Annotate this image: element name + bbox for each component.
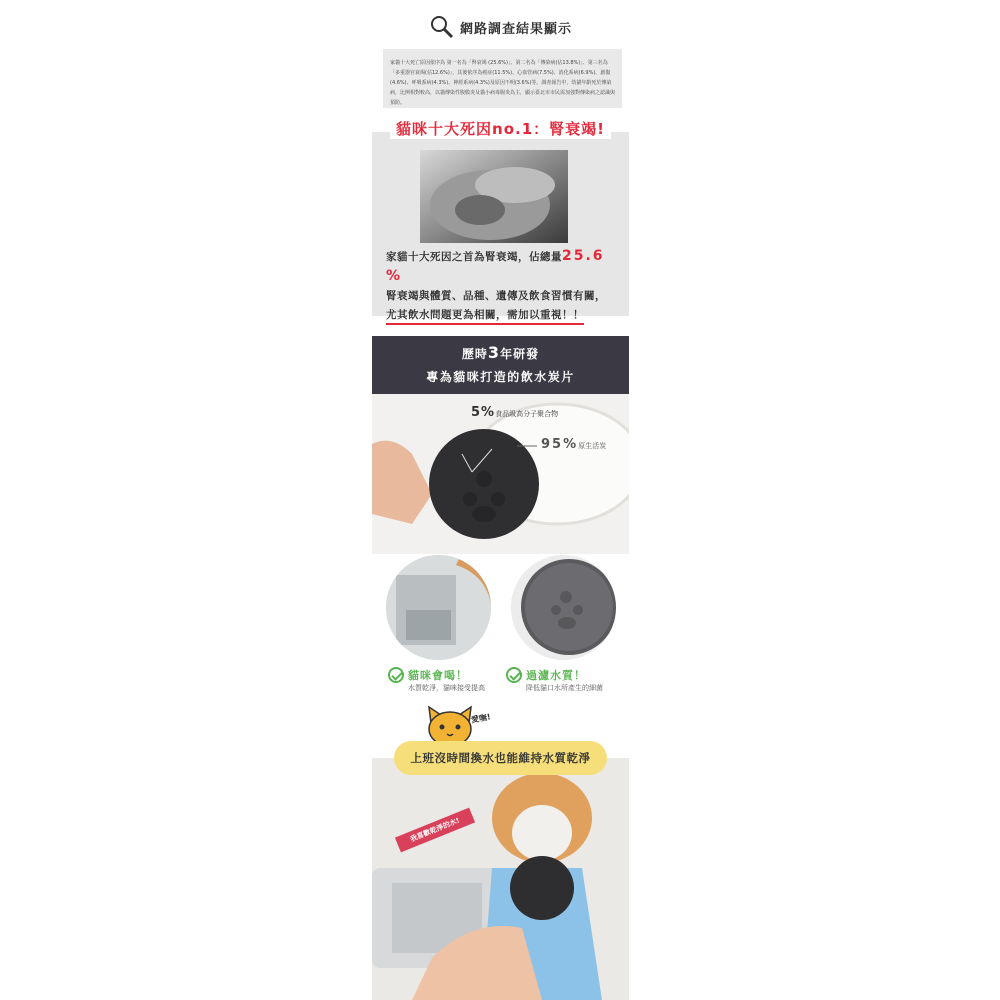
rank-title-text: 貓咪十大死因no.1：腎衰竭! [390, 119, 611, 139]
cat-drinking-photo [372, 758, 629, 1000]
rank-line-1: 家貓十大死因之首為腎衰竭，佔總量 [386, 251, 562, 263]
research-subtitle: 專為貓咪打造的飲水炭片 [426, 370, 575, 384]
research-years: 3 [487, 343, 501, 362]
yellow-banner: 上班沒時間換水也能維持水質乾淨 [394, 741, 607, 775]
header-title: 網路調查結果顯示 [460, 21, 573, 37]
sticker-speech: 愛嘸! [470, 712, 492, 725]
research-suffix: 年研發 [500, 347, 540, 361]
rank-text [386, 247, 621, 325]
section-header [430, 14, 590, 40]
ninetyfive-percent-value: 95% [541, 437, 579, 452]
rank-line-3: 尤其飲水問題更為相關，需加以重視！！ [386, 309, 584, 325]
label-five-percent [471, 405, 558, 420]
label-ninetyfive-percent [541, 437, 606, 452]
rank-line-2: 腎衰竭與體質、品種、遺傳及飲食習慣有關， [386, 290, 606, 302]
sign-love-clean-water: 我喜歡乾淨的水! [395, 808, 475, 853]
benefit-title: 過濾水質！ [526, 669, 586, 682]
magnifier-icon [430, 15, 454, 39]
survey-text: 家貓十大死亡原因依序為 第一名為「腎衰竭 (25.6%)」、第二名為「傳染病(佔13.8%)」、第三名為「多重器官衰竭(佔12.6%)」，其後依序為癌症(11.5%)、心血管病(7.5%)、消化系病(6.9%)、創傷(4.6%)、呼吸系病(4.3%)、神經系病(4.3%)及原因不明(3.6%)等。調查報告中，幼貓年齡死於傳染病，比例相對較高，以貓傳染性腹膜炎及貓小病毒腸炎為主，顯示臺北市市民需加強對傳染病之認識與預防。 [390, 60, 616, 106]
survey-box [383, 49, 622, 108]
sleeping-cat-photo [420, 150, 568, 243]
benefit-title: 貓咪會喝！ [408, 669, 468, 682]
check-icon [388, 667, 404, 683]
ninetyfive-percent-desc: 原生活炭 [578, 442, 607, 450]
research-prefix: 歷時 [461, 347, 488, 361]
research-banner [372, 336, 629, 394]
five-percent-desc: 食品級高分子聚合物 [495, 410, 559, 418]
benefit-sub: 降低貓口水所產生的細菌 [526, 684, 603, 692]
fountain-circle-photo [386, 555, 491, 660]
rank-title [372, 118, 629, 139]
five-percent-value: 5% [471, 405, 496, 420]
rank-percent: 25.6 % [386, 248, 605, 284]
benefit-sub: 水質乾淨，貓咪接受提高 [408, 684, 485, 692]
check-icon [506, 667, 522, 683]
charcoal-closeup-circle-photo [511, 555, 616, 660]
